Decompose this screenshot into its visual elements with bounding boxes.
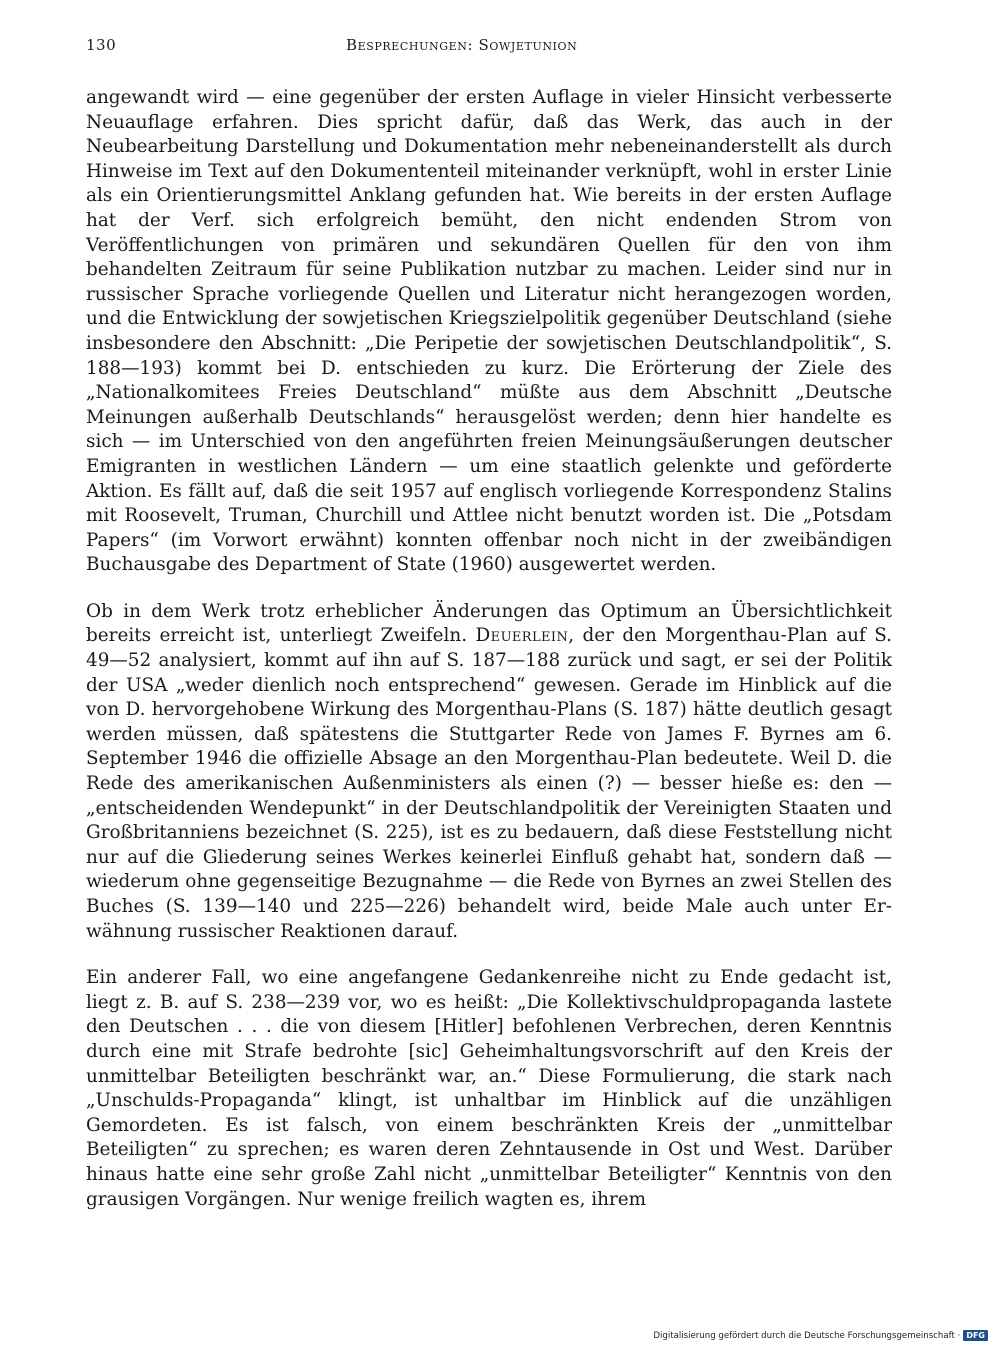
running-head: Besprechungen: Sowjetunion [346,36,578,54]
page-header [86,36,892,58]
footer-credit: Digitalisierung gefördert durch die Deutsche Forschungsgemeinschaft · [653,1330,961,1341]
body-text [86,86,892,1234]
author-name: Deuerlein [475,625,569,647]
paragraph-2 [86,600,892,944]
paragraph-2-rest: , der den Morgenthau-Plan auf S. 49—52 analysiert, kommt auf ihn auf S. 187—188 zurück und sagt, er sei der Politik der USA „weder dienlich noch entsprechend“ gewesen. Gerade im Hinblick auf die von D. hervorgehobene Wirkung des Morgenthau-Plans (S. 187) hätte deutlich gesagt werden müssen, daß spätestens die Stuttgarter Rede von James F. Byrnes am 6. September 1946 die offizielle Absage an den Morgenthau-Plan bedeutete. Weil D. die Rede des amerikanischen Außenministers als einen (?) — besser hieße es: den — „entscheidenden Wendepunkt“ in der Deutschlandpolitik der Vereinigten Staaten und Großbritanniens bezeichnet (S. 225), ist es zu bedauern, daß diese Feststellung nicht nur auf die Gliederung seines Werkes keinerlei Einfluß gehabt hat, sondern daß — wiederum ohne gegenseitige Bezugnahme — die Rede von Byrnes an zwei Stellen des Buches (S. 139—140 und 225—226) behandelt wird, beide Male auch unter Erwähnung russischer Reaktionen darauf. [86,625,892,942]
paragraph-1: angewandt wird — eine gegenüber der ersten Auflage in vieler Hinsicht verbesserte Neuauflage erfahren. Dies spricht dafür, daß das Werk, das auch in der Neubearbeitung Darstellung und Dokumentation mehr nebeneinanderstellt als durch Hinweise im Text auf den Dokumententeil miteinander verknüpft, wohl in erster Linie als ein Orientierungsmittel Anklang gefunden hat. Wie bereits in der ersten Auflage hat der Verf. sich erfolgreich bemüht, den nicht endenden Strom von Veröffentlichungen von primären und sekundären Quellen für den von ihm behandelten Zeitraum für seine Publikation nutzbar zu machen. Leider sind nur in russischer Sprache vorliegende Quellen und Literatur nicht herangezogen worden, und die Entwicklung der sowjetischen Kriegszielpolitik gegenüber Deutschland (siehe insbesondere den Abschnitt: „Die Peripetie der sowjetischen Deutschlandpolitik“, S. 188—193) kommt bei D. entschieden zu kurz. Die Erörterung der Ziele des „Nationalkomitees Freies Deutschland“ müßte aus dem Abschnitt „Deutsche Meinungen außerhalb Deutschlands“ herausgelöst werden; denn hier handelte es sich — im Unterschied von den angeführten freien Meinungsäußerungen deutscher Emigranten in westlichen Ländern — um eine staatlich gelenkte und geförderte Aktion. Es fällt auf, daß die seit 1957 auf englisch vorliegende Korrespondenz Stalins mit Roosevelt, Truman, Churchill und Attlee nicht benutzt worden ist. Die „Potsdam Papers“ (im Vorwort erwähnt) konnten offenbar noch nicht in der zweibändigen Buchausgabe des Department of State (1960) ausgewertet werden. [86,87,892,576]
page-number: 130 [86,36,117,54]
paragraph-2-start: Ob in dem Werk trotz erheblicher Änderungen das Optimum an Übersichtlichkeit bereits erreicht ist, unterliegt Zweifeln. [86,600,892,647]
digitization-footer [653,1330,988,1341]
paragraph-3: Ein anderer Fall, wo eine angefangene Gedankenreihe nicht zu Ende gedacht ist, liegt z. B. auf S. 238—239 vor, wo es heißt: „Die Kollektivschuldpropaganda lastete den Deutschen . . . die von diesem [Hitler] befohlenen Verbrechen, deren Kenntnis durch eine mit Strafe bedrohte [sic] Geheimhaltungsvorschrift auf den Kreis der unmittelbar Beteiligten beschränkt war, an.“ Diese Formulierung, die stark nach „Unschulds-Propaganda“ klingt, ist unhaltbar im Hinblick auf die unzähligen Gemordeten. Es ist falsch, von einem beschränkten Kreis der „unmittelbar Beteiligten“ zu sprechen; es waren deren Zehntausende in Ost und West. Darüber hinaus hatte eine sehr große Zahl nicht „unmittelbar Beteiligter“ Kenntnis von den grausigen Vorgängen. Nur wenige freilich wagten es, ihrem [86,967,892,1210]
dfg-logo-icon: DFG [963,1330,988,1341]
